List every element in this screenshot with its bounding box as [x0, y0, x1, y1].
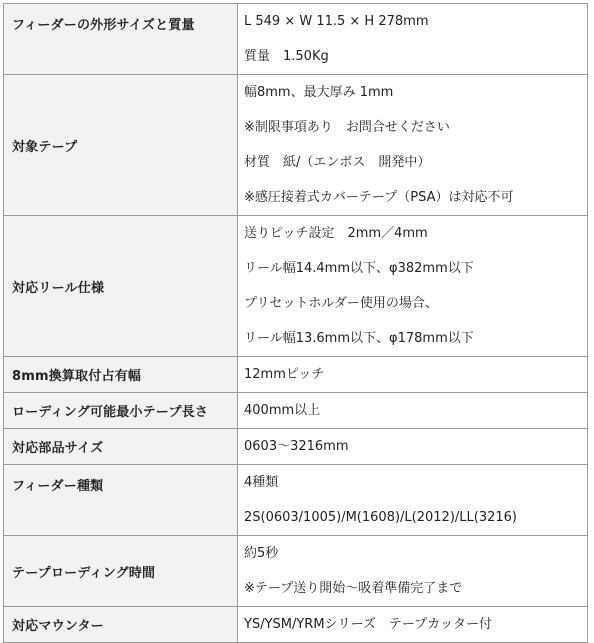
- spec-value-cell: [238, 4, 588, 75]
- spec-value-line: ※制限事項あり お問合せください: [244, 120, 450, 135]
- spec-value-line: 0603～3216mm: [244, 439, 349, 454]
- spec-label-cell: [4, 216, 238, 357]
- spec-label-cell: [4, 75, 238, 216]
- spec-value-line: 送りピッチ設定 2mm／4mm: [244, 226, 428, 241]
- spec-row: [4, 75, 588, 216]
- spec-value-line: 質量 1.50Kg: [244, 49, 329, 64]
- spec-value-line: リール幅14.4mm以下、φ382mm以下: [244, 261, 474, 276]
- spec-table: [3, 3, 588, 643]
- spec-row: [4, 607, 588, 643]
- spec-label: フィーダーの外形サイズと質量: [12, 18, 195, 33]
- spec-value-cell: [238, 465, 588, 536]
- spec-value-cell: [238, 393, 588, 429]
- spec-value-line: リール幅13.6mm以下、φ178mm以下: [244, 331, 474, 346]
- spec-label-cell: [4, 357, 238, 393]
- spec-row: [4, 216, 588, 357]
- spec-value-line: L 549 × W 11.5 × H 278mm: [244, 14, 429, 29]
- spec-label: 8mm換算取付占有幅: [12, 369, 142, 384]
- spec-label: フィーダー種類: [12, 479, 104, 494]
- spec-value-line: ※テープ送り開始～吸着準備完了まで: [244, 581, 463, 596]
- spec-row: [4, 429, 588, 465]
- spec-label-cell: [4, 607, 238, 643]
- spec-row: [4, 536, 588, 607]
- spec-label: 対応リール仕様: [12, 280, 105, 296]
- spec-label-cell: [4, 393, 238, 429]
- spec-value-cell: [238, 607, 588, 643]
- spec-label-cell: [4, 465, 238, 536]
- spec-value-line: YS/YSM/YRMシリーズ テープカッター付: [244, 617, 492, 632]
- spec-label-cell: [4, 4, 238, 75]
- spec-value-line: 幅8mm、最大厚み 1mm: [244, 85, 394, 100]
- spec-label-cell: [4, 429, 238, 465]
- spec-label: ローディング可能最小テープ長さ: [12, 405, 209, 420]
- spec-value-line: 材質 紙/（エンボス 開発中）: [244, 155, 431, 170]
- spec-row: [4, 357, 588, 393]
- spec-value-cell: [238, 357, 588, 393]
- spec-row: [4, 393, 588, 429]
- spec-value-line: ※感圧接着式カバーテープ（PSA）は対応不可: [244, 190, 514, 205]
- spec-label: 対象テープ: [12, 139, 78, 155]
- spec-value-line: 約5秒: [244, 546, 279, 561]
- spec-label: 対応部品サイズ: [12, 441, 104, 456]
- spec-row: [4, 465, 588, 536]
- spec-label: 対応マウンター: [12, 619, 104, 634]
- spec-value-line: 400mm以上: [244, 403, 321, 418]
- spec-value-cell: [238, 536, 588, 607]
- spec-table-body: [4, 4, 588, 643]
- spec-value-cell: [238, 216, 588, 357]
- spec-value-line: 2S(0603/1005)/M(1608)/L(2012)/LL(3216): [244, 510, 517, 525]
- spec-value-line: 12mmピッチ: [244, 367, 325, 382]
- spec-value-line: プリセットホルダー使用の場合、: [244, 296, 438, 311]
- spec-label-cell: [4, 536, 238, 607]
- spec-value-cell: [238, 75, 588, 216]
- spec-value-cell: [238, 429, 588, 465]
- spec-label: テープローディング時間: [12, 565, 156, 581]
- spec-value-line: 4種類: [244, 475, 279, 490]
- spec-row: [4, 4, 588, 75]
